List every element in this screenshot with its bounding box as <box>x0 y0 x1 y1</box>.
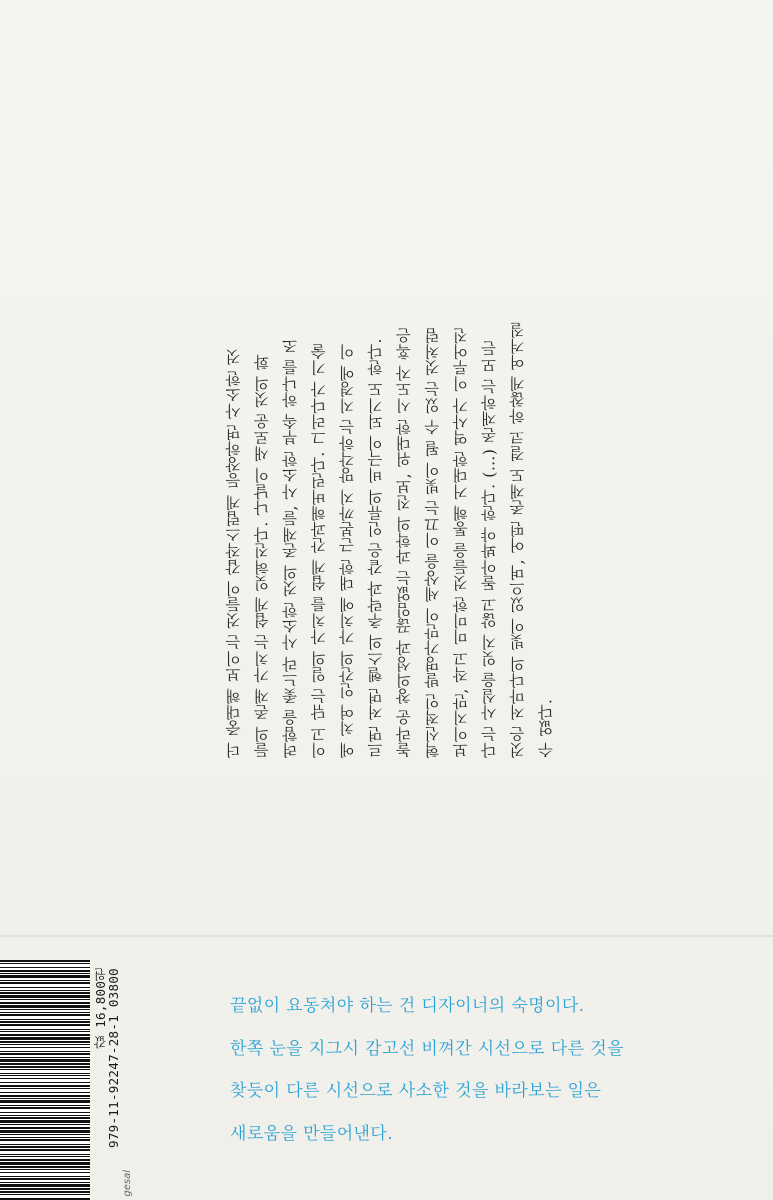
quote-line: 것은 저마다의 빛이 있으며, 어떤 존재도 결코 하찮게 여겨질 <box>509 321 528 758</box>
quote-line: 다는 사실을 잊지 않고 돌아봐야 한다. (…) 존재하는 모든 <box>480 340 499 758</box>
quote-line: 수 없다. <box>537 698 556 758</box>
publisher-logo: gesal <box>122 1170 133 1197</box>
quote-line: 놀라운 창의성과 끊임없는 과학의 진보, 위대한 시도자 혹은 <box>395 327 414 758</box>
quote-text-block <box>220 233 735 758</box>
barcode-icon <box>0 960 90 1200</box>
blurb-line: 한쪽 눈을 지그시 감고선 비껴간 시선으로 다른 것을 <box>230 1038 624 1059</box>
price-label: 값 16,800원 <box>93 968 108 1049</box>
blurb-line: 찾듯이 다른 시선으로 사소한 것을 바라보는 일은 <box>230 1081 602 1101</box>
isbn-label: 979-11-92247-28-1 03800 <box>106 968 121 1148</box>
fold-divider <box>0 935 773 937</box>
blurb-text <box>230 985 750 1155</box>
quote-line: 려함을 좇느라 사소한 것의 존재들, 사소한 부속 하나를 조 <box>281 337 300 758</box>
quote-line: 혁신적인 발명가만이 세상을 이끄는 빛이 될 수 있는 것처럼 <box>423 327 442 758</box>
quote-line: 에 치여 인간의 가치에 대한 근본까지 망각하는 지경에 이 <box>338 343 357 758</box>
blurb-line: 새로움을 만들어낸다. <box>230 1123 394 1144</box>
quote-line: 들의 존재 가치는 쉽게 잊혀진다. 나날이 새로운 것의 화 <box>253 354 272 758</box>
quote-line: 르면 저면 헬스의 추락과 같은 인류의 비극이 되기도 한다. <box>367 337 386 758</box>
blurb-line: 끝없이 요동쳐야 하는 건 디자이너의 숙명이다. <box>230 996 585 1016</box>
quote-line: 더 중대해 보이는 것들이 갑작스럽게 등장하면 사소한 것 <box>225 349 243 758</box>
quote-line: 이고 닦는 일의 가치를 쉽게 간과해버린다. 그러다가 기술 <box>310 343 329 758</box>
quote-line: 보이지만, 작고 미미한 것들을 통해 거대한 역사가 이루어진 <box>452 327 471 758</box>
